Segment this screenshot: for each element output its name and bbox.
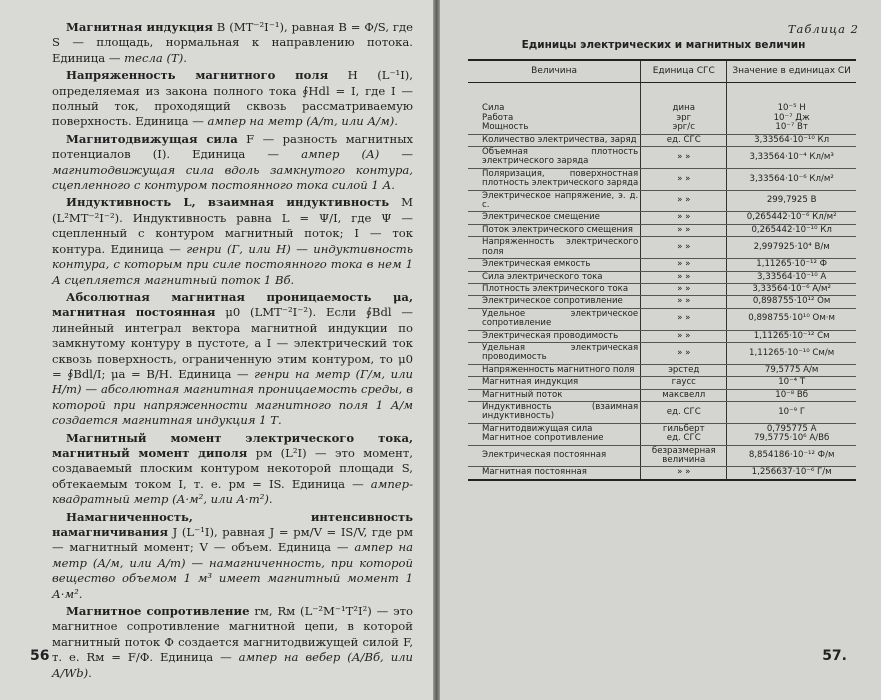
definition-paragraph bbox=[52, 20, 413, 66]
quantity-cell: Электрическая проводимость bbox=[468, 330, 641, 342]
cgs-unit-cell: эрстед bbox=[641, 364, 727, 376]
term: Магнитодвижущая сила bbox=[66, 131, 238, 146]
left-page-number: 56 bbox=[30, 648, 50, 664]
definition-paragraph bbox=[52, 195, 413, 287]
table-row bbox=[468, 401, 856, 423]
unit-definition: ампер на метр (A/m, или А/м). bbox=[207, 114, 398, 129]
table-body bbox=[468, 83, 856, 480]
quantity-cell: Электрическая постоянная bbox=[468, 445, 641, 467]
quantity-cell: Количество электричества, заряд bbox=[468, 134, 641, 146]
table-row bbox=[468, 342, 856, 364]
term: Намагниченность, интенсивность намагничивания bbox=[52, 509, 413, 539]
unit-definition: ампер на метр (А/м, или A/m) — намагниченность, при которой вещество объемом 1 м³ имеет магнитный момент 1 А·м². bbox=[52, 540, 413, 601]
quantity-cell: Магнитный поток bbox=[468, 389, 641, 401]
cgs-unit-cell: » » bbox=[641, 342, 727, 364]
definition-paragraph bbox=[52, 510, 413, 602]
cgs-unit-cell: максвелл bbox=[641, 389, 727, 401]
quantity-cell: Магнитная постоянная bbox=[468, 467, 641, 480]
si-value-cell: 0,898755·10¹² Ом bbox=[727, 296, 856, 308]
table-row bbox=[468, 224, 856, 236]
quantity-cell: Магнитодвижущая сила Магнитное сопротивление bbox=[468, 423, 641, 445]
table-row bbox=[468, 296, 856, 308]
definition-text: M (L²MT⁻²I⁻²). Индуктивность равна L = Ψ/I, где Ψ — сцепленный с контуром магнитный поток; I — ток контура. Единица — bbox=[52, 195, 414, 256]
term: Магнитный момент электрического тока, магнитный момент диполя bbox=[52, 430, 413, 460]
table-row bbox=[468, 467, 856, 480]
definition-text: B (MT⁻²I⁻¹), равная B = Φ/S, где S — площадь, нормальная к направлению потока. Единица — bbox=[52, 20, 414, 65]
table-row bbox=[468, 134, 856, 146]
unit-definition: генри на метр (Г/м, или H/m) — абсолютная магнитная проницаемость среды, в которой при напряженности магнитного поля 1 А/м создается магнитная индукция 1 Т. bbox=[52, 366, 413, 428]
cgs-unit-cell: » » bbox=[641, 212, 727, 224]
definition-paragraph bbox=[52, 132, 413, 194]
table-row bbox=[468, 271, 856, 283]
table-label: Таблица 2 bbox=[787, 22, 859, 36]
cgs-unit-cell: ед. СГС bbox=[641, 134, 727, 146]
si-value-cell: 1,11265·10⁻¹⁰ См/м bbox=[727, 342, 856, 364]
unit-definition: генри (Г, или H) — индуктивность контура, с которым при силе постоянного тока в нем 1 А сцепляется магнитный поток 1 Вб. bbox=[52, 241, 414, 287]
definition-paragraph bbox=[52, 290, 413, 429]
cgs-unit-cell: дина эрг эрг/с bbox=[641, 103, 727, 134]
units-table bbox=[468, 59, 856, 481]
si-value-cell: 0,795775 А 79,5775·10⁶ А/Вб bbox=[727, 423, 856, 445]
cgs-unit-cell: » » bbox=[641, 330, 727, 342]
definition-text: J (L⁻¹I), равная J = pм/V = IS/V, где pм — магнитный момент; V — объем. Единица — bbox=[52, 525, 413, 555]
si-value-cell: 10⁻⁹ Г bbox=[727, 401, 856, 423]
left-page-text bbox=[52, 20, 413, 681]
si-value-cell: 0,265442·10⁻⁶ Кл/м² bbox=[727, 212, 856, 224]
si-value-cell: 79,5775 А/м bbox=[727, 364, 856, 376]
header-quantity: Величина bbox=[468, 60, 641, 83]
term: Индуктивность L, взаимная индуктивность bbox=[66, 195, 390, 210]
term: Напряженность магнитного поля bbox=[66, 68, 329, 83]
si-value-cell: 1,11265·10⁻¹² См bbox=[727, 330, 856, 342]
table-caption: Единицы электрических и магнитных величин bbox=[521, 39, 806, 51]
cgs-unit-cell: » » bbox=[641, 271, 727, 283]
quantity-cell: Поток электрического смещения bbox=[468, 224, 641, 236]
si-value-cell: 10⁻⁵ Н 10⁻⁷ Дж 10⁻⁷ Вт bbox=[727, 103, 856, 134]
table-spacer bbox=[468, 83, 856, 104]
si-value-cell: 299,7925 В bbox=[727, 190, 856, 212]
si-value-cell: 0,898755·10¹⁰ Ом·м bbox=[727, 308, 856, 330]
cgs-unit-cell: » » bbox=[641, 147, 727, 169]
table-row bbox=[468, 364, 856, 376]
cgs-unit-cell: безразмерная величина bbox=[641, 445, 727, 467]
book-gutter bbox=[433, 0, 440, 700]
table-header-row bbox=[468, 60, 856, 83]
quantity-cell: Электрическое сопротивление bbox=[468, 296, 641, 308]
quantity-cell: Поляризация, поверхностная плотность электрического заряда bbox=[468, 168, 641, 190]
quantity-cell: Плотность электрического тока bbox=[468, 283, 641, 295]
table-row bbox=[468, 212, 856, 224]
quantity-cell: Электрическое смещение bbox=[468, 212, 641, 224]
header-si-value: Значение в единицах СИ bbox=[727, 60, 856, 83]
table-row bbox=[468, 389, 856, 401]
right-page bbox=[440, 0, 881, 700]
cgs-unit-cell: » » bbox=[641, 168, 727, 190]
cgs-unit-cell: ед. СГС bbox=[641, 401, 727, 423]
table-row bbox=[468, 445, 856, 467]
cgs-unit-cell: » » bbox=[641, 296, 727, 308]
si-value-cell: 0,265442·10⁻¹⁰ Кл bbox=[727, 224, 856, 236]
table-row bbox=[468, 283, 856, 295]
definition-text: H (L⁻¹I), определяемая из закона полного тока ∮Hdl = I, где I — полный ток, проходящий сквозь рассматриваемую поверхность. Единица — bbox=[52, 68, 413, 129]
quantity-cell: Магнитная индукция bbox=[468, 377, 641, 389]
term: Магнитное сопротивление bbox=[66, 604, 250, 619]
si-value-cell: 3,33564·10⁻⁴ Кл/м³ bbox=[727, 147, 856, 169]
table-row bbox=[468, 423, 856, 445]
quantity-cell: Удельная электрическая проводимость bbox=[468, 342, 641, 364]
quantity-cell: Напряженность магнитного поля bbox=[468, 364, 641, 376]
right-page-number: 57. bbox=[822, 648, 847, 664]
definition-paragraph bbox=[52, 604, 413, 681]
unit-definition: ампер (А) — магнитодвижущая сила вдоль замкнутого контура, сцепленного с контуром постоянного тока силой 1 А. bbox=[52, 147, 413, 193]
term: Магнитная индукция bbox=[66, 20, 213, 34]
quantity-cell: Индуктивность (взаимная индуктивность) bbox=[468, 401, 641, 423]
definition-paragraph bbox=[52, 431, 413, 508]
table-row bbox=[468, 308, 856, 330]
table-row bbox=[468, 147, 856, 169]
cgs-unit-cell: » » bbox=[641, 259, 727, 271]
si-value-cell: 10⁻⁴ Т bbox=[727, 377, 856, 389]
si-value-cell: 10⁻⁸ Вб bbox=[727, 389, 856, 401]
unit-definition: ампер-квадратный метр (А·м², или A·m²). bbox=[52, 476, 413, 507]
table-row bbox=[468, 237, 856, 259]
cgs-unit-cell: гаусс bbox=[641, 377, 727, 389]
table-row bbox=[468, 377, 856, 389]
si-value-cell: 3,33564·10⁻¹⁰ А bbox=[727, 271, 856, 283]
definition-text: μ0 (LMT⁻²I⁻²). Если ∮Bdl — линейный интеграл вектора магнитной индукции по замкнутому контуру в пустоте, а I — электрический ток сквозь поверхность, ограниченную этим контуром, то μ0 = ∮Bdl/I; μa = B/H. Единица — bbox=[52, 305, 413, 381]
si-value-cell: 1,256637·10⁻⁶ Г/м bbox=[727, 467, 856, 480]
quantity-cell: Электрическая емкость bbox=[468, 259, 641, 271]
cgs-unit-cell: » » bbox=[641, 467, 727, 480]
si-value-cell: 1,11265·10⁻¹² Ф bbox=[727, 259, 856, 271]
cgs-unit-cell: » » bbox=[641, 190, 727, 212]
term: Абсолютная магнитная проницаемость μa, магнитная постоянная bbox=[52, 289, 413, 320]
definition-text: F — разность магнитных потенциалов (I). Единица — bbox=[52, 131, 413, 162]
quantity-cell: Сила Работа Мощность bbox=[468, 103, 641, 134]
si-value-cell: 8,854186·10⁻¹² Ф/м bbox=[727, 445, 856, 467]
header-cgs-unit: Единица СГС bbox=[641, 60, 727, 83]
cgs-unit-cell: гильберт ед. СГС bbox=[641, 423, 727, 445]
quantity-cell: Сила электрического тока bbox=[468, 271, 641, 283]
quantity-cell: Напряженность электрического поля bbox=[468, 237, 641, 259]
table-row bbox=[468, 259, 856, 271]
cgs-unit-cell: » » bbox=[641, 237, 727, 259]
quantity-cell: Удельное электрическое сопротивление bbox=[468, 308, 641, 330]
definition-text: rм, Rм (L⁻²M⁻¹T²I²) — это магнитное сопротивление магнитной цепи, в которой магнитный поток Φ создается магнитодвижущей силой F, т. е. Rм = F/Φ. Единица — bbox=[52, 604, 413, 665]
si-value-cell: 3,33564·10⁻¹⁰ Кл bbox=[727, 134, 856, 146]
cgs-unit-cell: » » bbox=[641, 308, 727, 330]
table-row bbox=[468, 168, 856, 190]
cgs-unit-cell: » » bbox=[641, 283, 727, 295]
quantity-cell: Электрическое напряжение, э. д. с. bbox=[468, 190, 641, 212]
si-value-cell: 2,997925·10⁴ В/м bbox=[727, 237, 856, 259]
table-row bbox=[468, 190, 856, 212]
definition-paragraph bbox=[52, 68, 413, 130]
si-value-cell: 3,33564·10⁻⁶ Кл/м² bbox=[727, 168, 856, 190]
si-value-cell: 3,33564·10⁻⁶ А/м² bbox=[727, 283, 856, 295]
unit-definition: тесла (Т). bbox=[124, 50, 187, 65]
cgs-unit-cell: » » bbox=[641, 224, 727, 236]
quantity-cell: Объемная плотность электрического заряда bbox=[468, 147, 641, 169]
table-row bbox=[468, 330, 856, 342]
definition-text: pм (L²I) — это момент, создаваемый плоским контуром некоторой площади S, обтекаемым током I, т. е. pм = IS. Единица — bbox=[52, 445, 413, 491]
table-row bbox=[468, 103, 856, 134]
left-page bbox=[0, 0, 433, 700]
unit-definition: ампер на вебер (А/Вб, или A/Wb). bbox=[52, 650, 414, 680]
